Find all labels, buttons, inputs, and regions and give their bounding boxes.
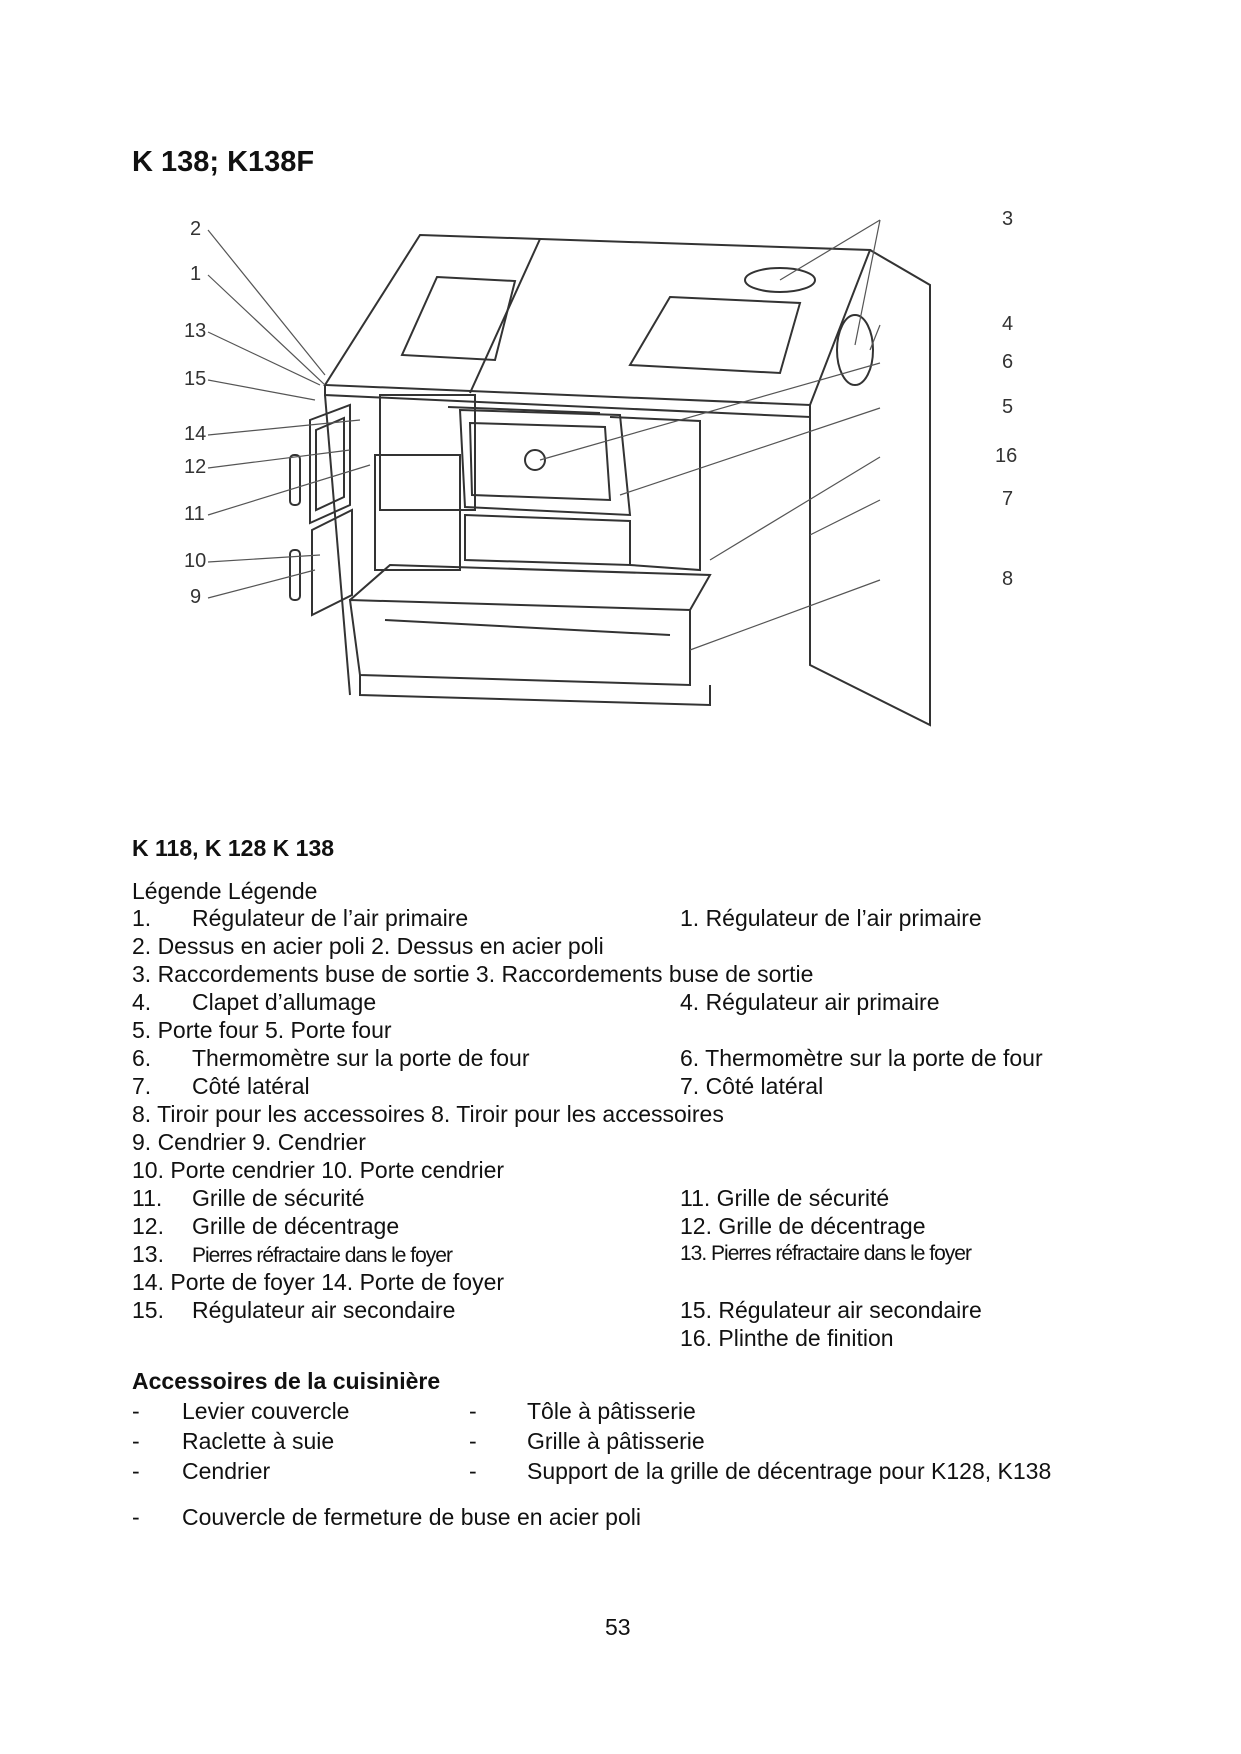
callout-15: 15 (184, 368, 207, 390)
callout-9: 9 (190, 586, 202, 608)
legend-row: 11. Grille de sécurité 11. Grille de sécurité (132, 1185, 890, 1211)
callout-7: 7 (1002, 488, 1014, 510)
callout-8: 8 (1002, 568, 1014, 590)
accessories-heading: Accessoires de la cuisinière (132, 1368, 441, 1394)
legend-row: 1. Régulateur de l’air primaire 1. Régulateur de l’air primaire (132, 905, 982, 931)
accessory-row: - Cendrier - Support de la grille de décentrage pour K128, K138 (132, 1458, 1052, 1484)
accessory-row-last: - Couvercle de fermeture de buse en acier poli (132, 1504, 641, 1530)
legend-row: 2. Dessus en acier poli 2. Dessus en acier poli (132, 933, 604, 959)
legend-row: 10. Porte cendrier 10. Porte cendrier (132, 1157, 505, 1183)
stove-diagram (184, 208, 1070, 805)
callout-6: 6 (1002, 351, 1014, 373)
model-subtitle: K 118, K 128 K 138 (132, 835, 335, 861)
callout-11: 11 (184, 503, 205, 525)
legend-row: 16. Plinthe de finition (680, 1325, 894, 1351)
legend-row: 5. Porte four 5. Porte four (132, 1017, 392, 1043)
callout-12: 12 (184, 456, 207, 478)
legend-row: 12. Grille de décentrage 12. Grille de décentrage (132, 1213, 926, 1239)
legend-row: 4. Clapet d’allumage 4. Régulateur air primaire (132, 989, 940, 1015)
callout-1: 1 (190, 263, 202, 285)
legend-row: 8. Tiroir pour les accessoires 8. Tiroir pour les accessoires (132, 1101, 724, 1127)
accessories-list (132, 1396, 1132, 1486)
legend-heading: Légende Légende (132, 878, 318, 904)
accessory-drawer (350, 600, 690, 685)
callout-14: 14 (184, 423, 207, 445)
legend-row: 7. Côté latéral 7. Côté latéral (132, 1073, 824, 1099)
stove-top (325, 235, 870, 405)
legend-row: 15. Régulateur air secondaire 15. Régulateur air secondaire (132, 1297, 982, 1323)
accessory-row: - Raclette à suie - Grille à pâtisserie (132, 1428, 705, 1454)
callout-4: 4 (1002, 313, 1014, 335)
legend-list (132, 904, 1132, 1352)
page-number: 53 (605, 1614, 631, 1640)
accessory-row: - Levier couvercle - Tôle à pâtisserie (132, 1398, 696, 1424)
callout-10: 10 (184, 550, 207, 572)
callout-2: 2 (190, 218, 202, 240)
callout-5: 5 (1002, 396, 1014, 418)
side-panel (810, 250, 930, 725)
legend-row: 13. Pierres réfractaire dans le foyer 13. Pierres réfractaire dans le foyer (132, 1241, 971, 1267)
callout-3: 3 (1002, 208, 1014, 230)
legend-row: 14. Porte de foyer 14. Porte de foyer (132, 1269, 505, 1295)
page-title: K 138; K138F (132, 146, 315, 178)
callout-13: 13 (184, 320, 207, 342)
callout-16: 16 (995, 445, 1018, 467)
legend-row: 9. Cendrier 9. Cendrier (132, 1129, 366, 1155)
legend-row: 3. Raccordements buse de sortie 3. Raccordements buse de sortie (132, 961, 814, 987)
legend-row: 6. Thermomètre sur la porte de four 6. Thermomètre sur la porte de four (132, 1045, 1043, 1071)
